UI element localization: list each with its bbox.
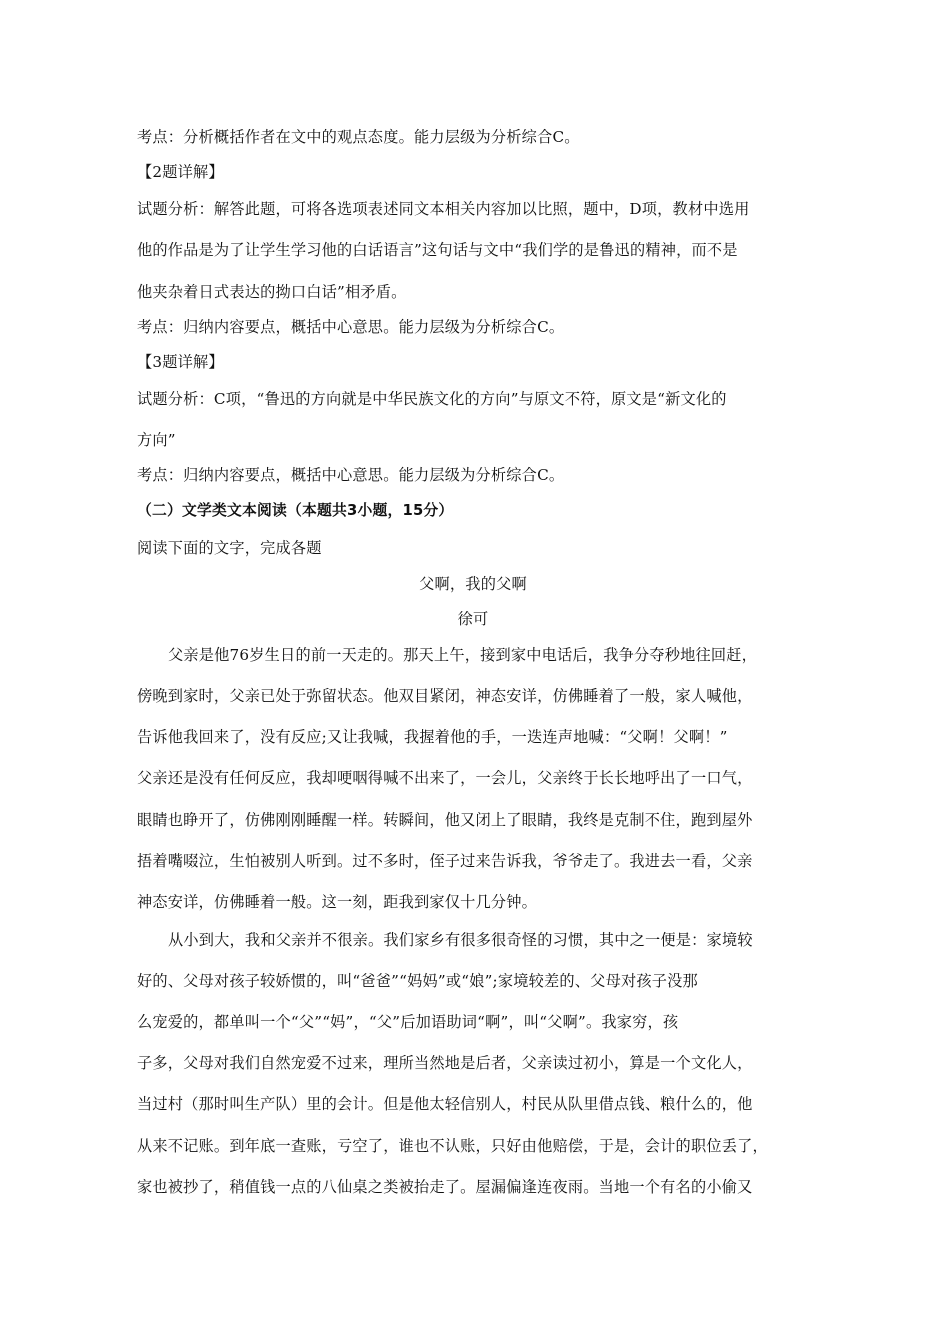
paragraph-2-line: 么宠爱的，都单叫一个“父”“妈”，“父”后加语助词“啊”，叫“父啊”。我家穷，孩: [137, 1013, 679, 1031]
paragraph-2-line: 从来不记账。到年底一查账，亏空了，谁也不认账，只好由他赔偿，于是，会计的职位丢了，: [137, 1137, 768, 1155]
paragraph-1-line: 傍晚到家时，父亲已处于弥留状态。他双目紧闭，神态安详，仿佛睡着了一般，家人喊他，: [137, 687, 753, 705]
question-3-heading: 【3题详解】: [137, 353, 224, 371]
article-title: 父啊，我的父啊: [419, 575, 527, 593]
paragraph-1-line: 告诉他我回来了，没有反应;又让我喊，我握着他的手，一迭连声地喊：“父啊！父啊！”: [137, 728, 728, 746]
paragraph-1-line: 眼睛也睁开了，仿佛刚刚睡醒一样。转瞬间，他又闭上了眼睛，我终是克制不住，跑到屋外: [137, 811, 753, 829]
paragraph-1-line: 神态安详，仿佛睡着一般。这一刻，距我到家仅十几分钟。: [137, 893, 538, 911]
paragraph-1-line: 父亲是他76岁生日的前一天走的。那天上午，接到家中电话后，我争分夺秒地往回赶，: [168, 646, 758, 664]
paragraph-2-line: 子多，父母对我们自然宠爱不过来，理所当然地是后者，父亲读过初小，算是一个文化人，: [137, 1054, 753, 1072]
question-3-analysis-line-2: 方向”: [137, 431, 176, 449]
reading-instruction: 阅读下面的文字，完成各题: [137, 539, 322, 557]
paragraph-2-line: 当过村（那时叫生产队）里的会计。但是他太轻信别人，村民从队里借点钱、粮什么的，他: [137, 1095, 753, 1113]
paragraph-1-line: 捂着嘴啜泣，生怕被别人听到。过不多时，侄子过来告诉我，爷爷走了。我进去一看，父亲: [137, 852, 753, 870]
analysis-note-2: 考点：归纳内容要点，概括中心意思。能力层级为分析综合C。: [137, 318, 565, 336]
paragraph-1-line: 父亲还是没有任何反应，我却哽咽得喊不出来了，一会儿，父亲终于长长地呼出了一口气，: [137, 769, 753, 787]
paragraph-2-line: 好的、父母对孩子较娇惯的，叫“爸爸”“妈妈”或“娘”;家境较差的、父母对孩子没那: [137, 972, 698, 990]
analysis-note-1: 考点：分析概括作者在文中的观点态度。能力层级为分析综合C。: [137, 128, 580, 146]
question-2-analysis-line-2: 他的作品是为了让学生学习他的白话语言”这句话与文中“我们学的是鲁迅的精神，而不是: [137, 241, 738, 259]
analysis-note-3: 考点：归纳内容要点，概括中心意思。能力层级为分析综合C。: [137, 466, 565, 484]
question-2-heading: 【2题详解】: [137, 163, 224, 181]
section-heading: （二）文学类文本阅读（本题共3小题，15分）: [137, 502, 454, 519]
question-2-analysis-line-1: 试题分析：解答此题，可将各选项表述同文本相关内容加以比照，题中，D项，教材中选用: [137, 200, 750, 218]
question-2-analysis-line-3: 他夹杂着日式表达的拗口白话”相矛盾。: [137, 283, 407, 301]
article-author: 徐可: [457, 610, 489, 628]
paragraph-2-line: 从小到大，我和父亲并不很亲。我们家乡有很多很奇怪的习惯，其中之一便是：家境较: [168, 931, 753, 949]
paragraph-2-line: 家也被抄了，稍值钱一点的八仙桌之类被抬走了。屋漏偏逢连夜雨。当地一个有名的小偷又: [137, 1178, 753, 1196]
question-3-analysis-line-1: 试题分析：C项，“鲁迅的方向就是中华民族文化的方向”与原文不符，原文是“新文化的: [137, 390, 727, 408]
